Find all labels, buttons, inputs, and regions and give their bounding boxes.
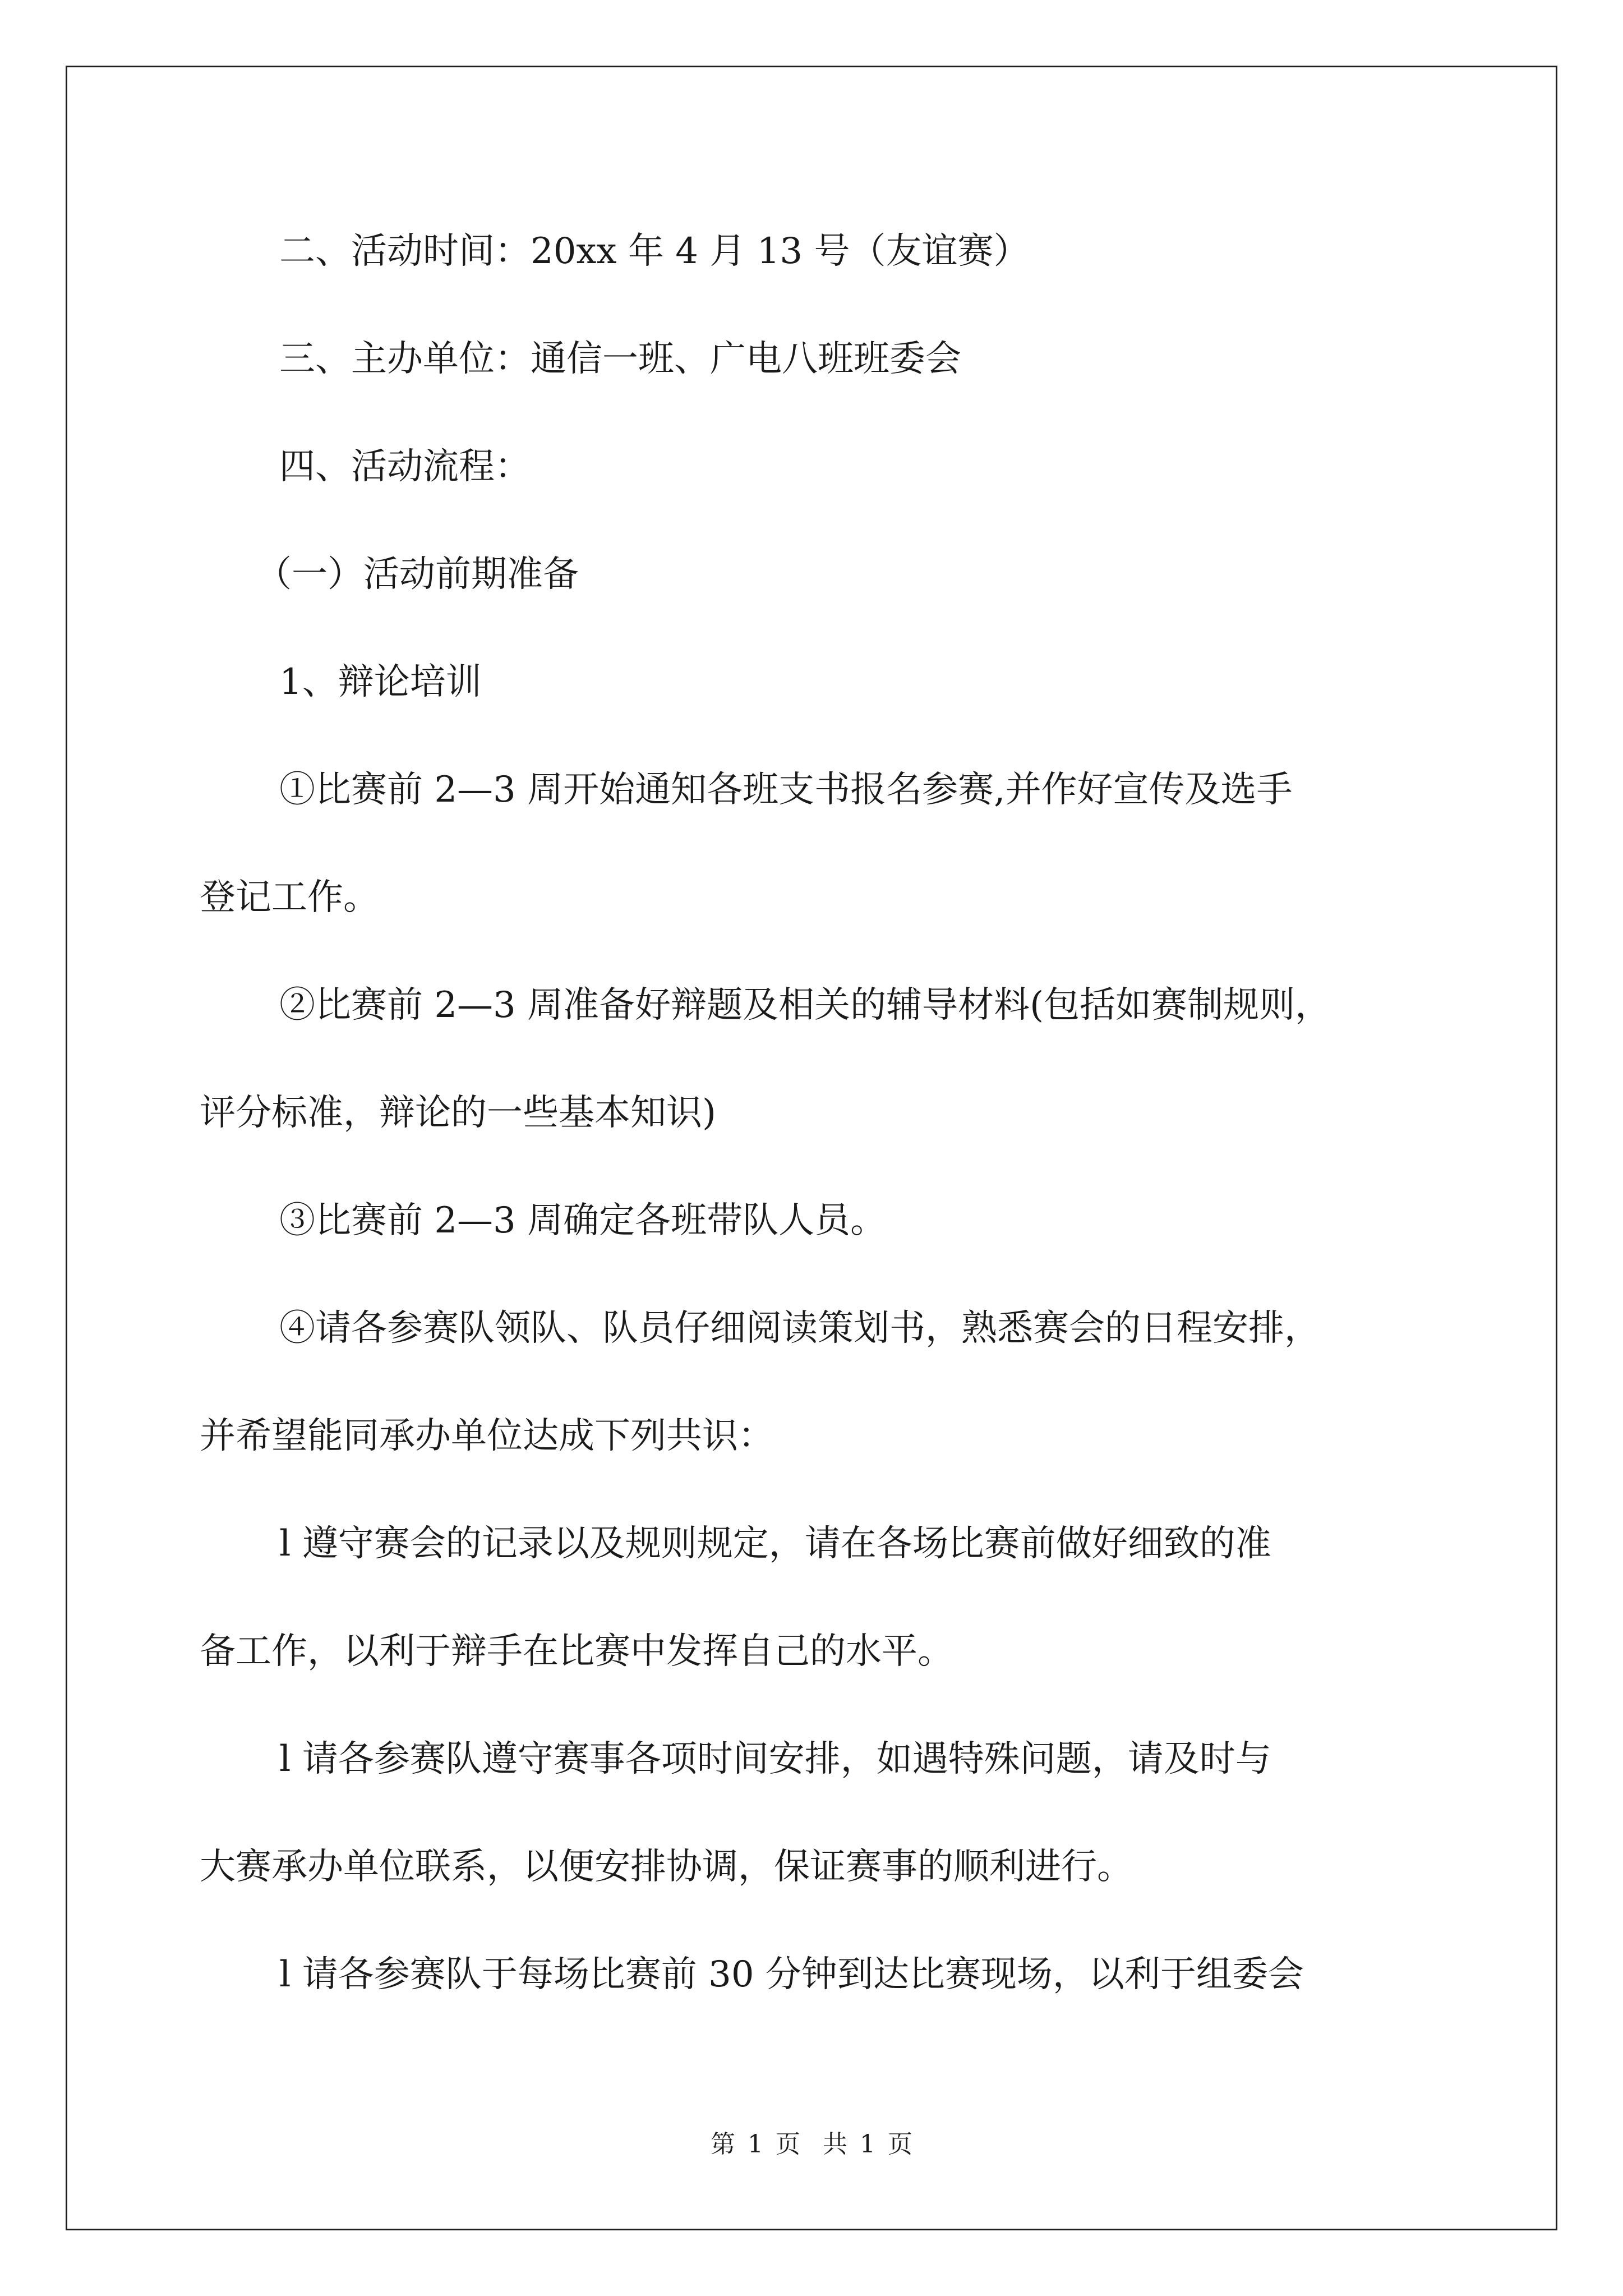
paragraph-item-1-line-2: 登记工作。 (200, 877, 379, 918)
paragraph-activity-time: 二、活动时间：20xx 年 4 月 13 号（友谊赛） (279, 231, 1030, 272)
paragraph-item-1-line-1: ①比赛前 2—3 周开始通知各班支书报名参赛,并作好宣传及选手 (279, 769, 1293, 811)
paragraph-consensus-2-line-1: l 请各参赛队遵守赛事各项时间安排，如遇特殊问题，请及时与 (279, 1738, 1271, 1780)
paragraph-item-4-line-2: 并希望能同承办单位达成下列共识： (200, 1415, 774, 1457)
paragraph-preparation-heading: （一）活动前期准备 (256, 554, 579, 595)
paragraph-consensus-1-line-2: 备工作，以利于辩手在比赛中发挥自己的水平。 (200, 1631, 953, 1672)
page-number: 第 1 页 (711, 2130, 800, 2159)
page-footer (0, 2129, 1623, 2160)
paragraph-process-heading: 四、活动流程： (279, 446, 531, 487)
paragraph-debate-training: 1、辩论培训 (279, 661, 482, 703)
paragraph-consensus-3-line-1: l 请各参赛队于每场比赛前 30 分钟到达比赛现场，以利于组委会 (279, 1954, 1304, 1995)
paragraph-item-2-line-1: ②比赛前 2—3 周准备好辩题及相关的辅导材料(包括如赛制规则， (279, 984, 1331, 1026)
paragraph-consensus-1-line-1: l 遵守赛会的记录以及规则规定，请在各场比赛前做好细致的准 (279, 1523, 1271, 1565)
paragraph-consensus-2-line-2: 大赛承办单位联系，以便安排协调，保证赛事的顺利进行。 (200, 1846, 1133, 1888)
paragraph-organizer: 三、主办单位：通信一班、广电八班班委会 (279, 338, 961, 380)
paragraph-item-2-line-2: 评分标准，辩论的一些基本知识) (200, 1092, 716, 1134)
paragraph-item-4-line-1: ④请各参赛队领队、队员仔细阅读策划书，熟悉赛会的日程安排， (279, 1308, 1320, 1349)
document-body (200, 197, 1433, 2028)
page-total: 共 1 页 (823, 2130, 912, 2159)
paragraph-item-3: ③比赛前 2—3 周确定各班带队人员。 (279, 1200, 887, 1241)
